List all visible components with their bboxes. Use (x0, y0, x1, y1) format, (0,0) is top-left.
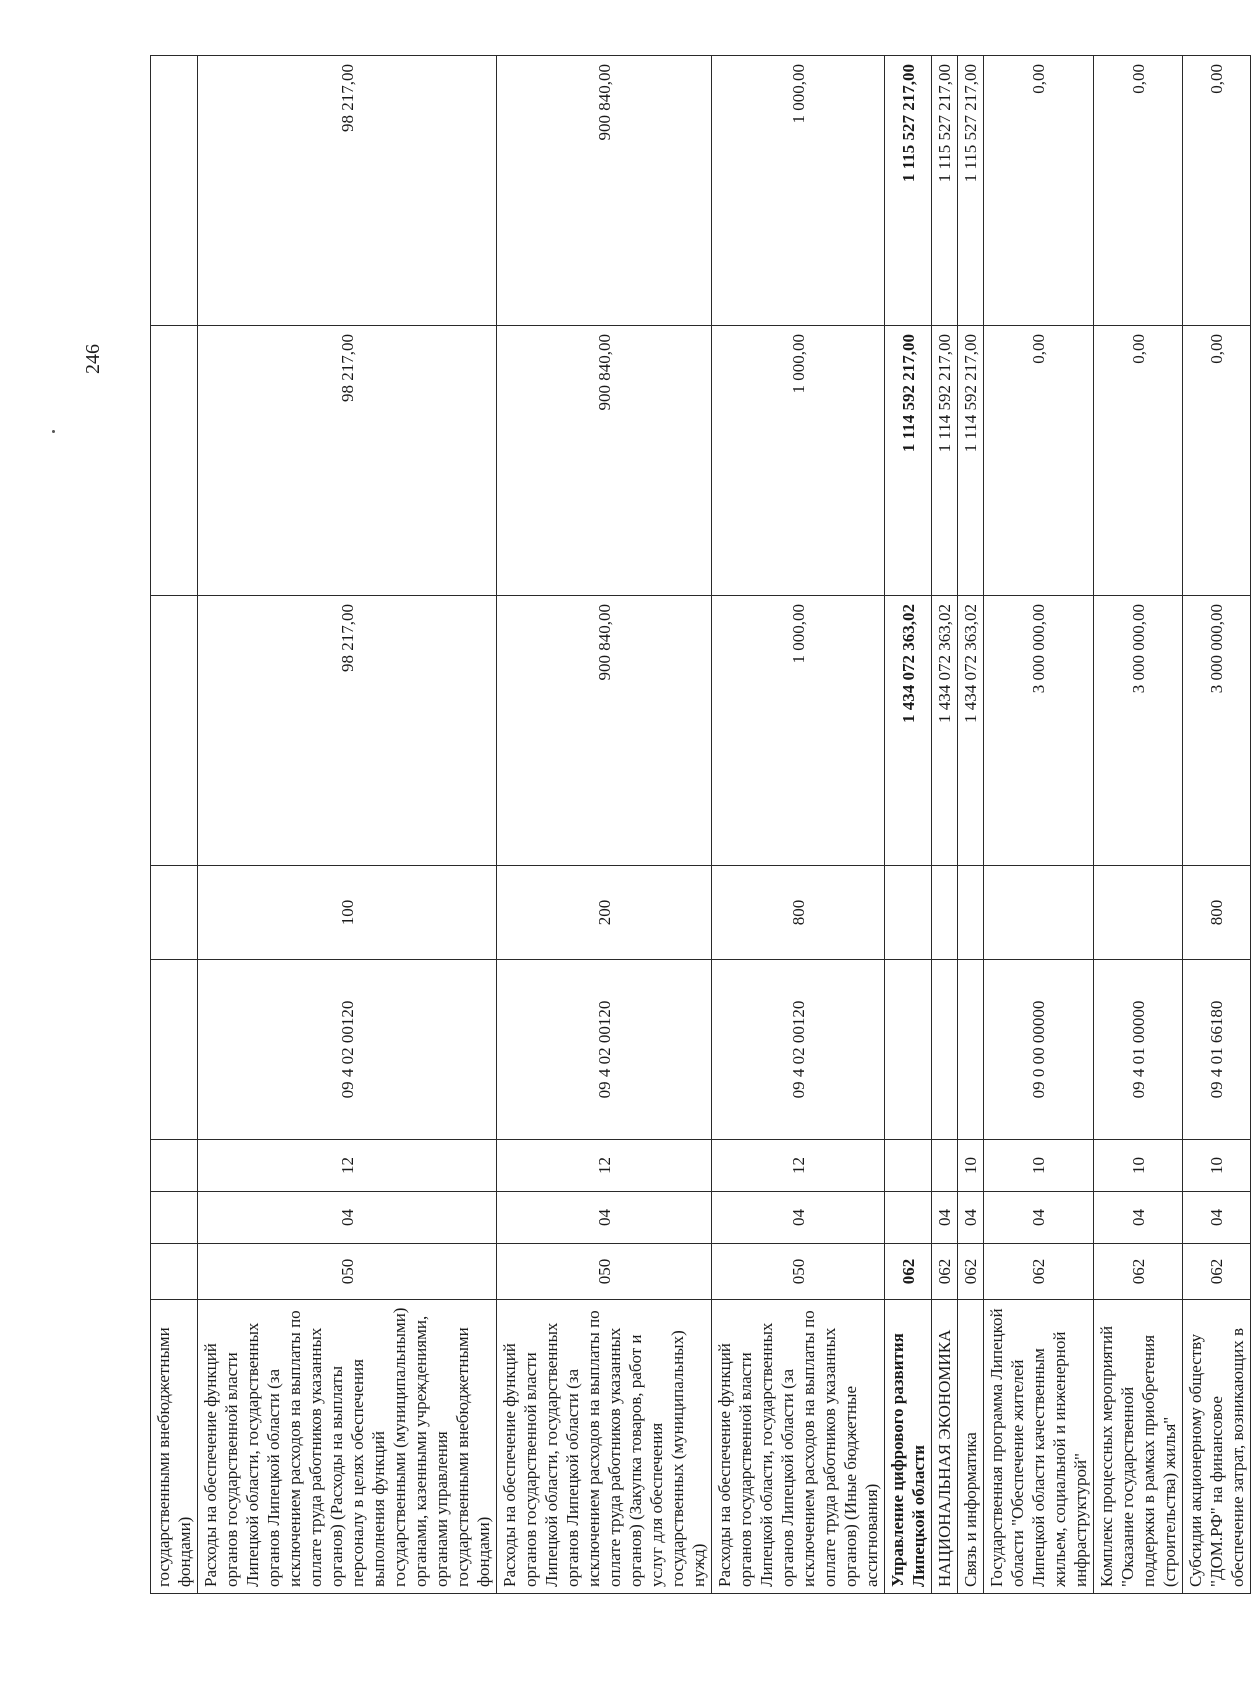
table-cell-expense-type (1094, 866, 1183, 960)
table-row (1094, 56, 1183, 1594)
table-cell-target-article (958, 960, 984, 1140)
table-cell-name: Расходы на обеспечение функций органов государственной власти Липецкой области, государственных органов Липецкой области (за исключением расходов на выплаты по оплате труда работников указанных органов) (Иные бюджетные ассигнования) (712, 1300, 885, 1594)
table-cell-target-article: 09 4 01 00000 (1094, 960, 1183, 1140)
table-cell-expense-type (932, 866, 958, 960)
table-cell-section: 04 (1094, 1192, 1183, 1244)
table-cell-grbs: 062 (1094, 1244, 1183, 1300)
table-cell-target-article: 09 4 02 00120 (497, 960, 712, 1140)
table-cell-expense-type (885, 866, 932, 960)
table-row (198, 56, 497, 1594)
table-cell-sum-year-3: 900 840,00 (497, 56, 712, 326)
table-row (151, 56, 198, 1594)
table-cell-sum-year-1: 1 434 072 363,02 (932, 596, 958, 866)
table-cell-target-article (151, 960, 198, 1140)
table-cell-sum-year-1: 3 000 000,00 (1183, 596, 1251, 866)
scan-speck (52, 430, 55, 433)
table-cell-name: Комплекс процессных мероприятий "Оказание государственной поддержки в рамках приобретения (строительства) жилья" (1094, 1300, 1183, 1594)
table-cell-subsection: 12 (712, 1140, 885, 1192)
table-cell-sum-year-2 (151, 326, 198, 596)
table-cell-grbs (151, 1244, 198, 1300)
table-cell-grbs: 062 (1183, 1244, 1251, 1300)
table-cell-expense-type (958, 866, 984, 960)
table-cell-name: Расходы на обеспечение функций органов государственной власти Липецкой области, государственных органов Липецкой области (за исключением расходов на выплаты по оплате труда работников указанных органов) (Расходы на выплаты персоналу в целях обеспечения выполнения функций государственными (муниципальными) органами, казенными учреждениями, органами управления государственными внебюджетными фондами) (198, 1300, 497, 1594)
table-cell-name: Расходы на обеспечение функций органов государственной власти Липецкой области, государственных органов Липецкой области (за исключением расходов на выплаты по оплате труда работников указанных органов) (Закупка товаров, работ и услуг для обеспечения государственных (муниципальных) нужд) (497, 1300, 712, 1594)
table-cell-subsection (885, 1140, 932, 1192)
table-cell-subsection: 10 (1183, 1140, 1251, 1192)
table-cell-sum-year-3: 1 000,00 (712, 56, 885, 326)
table-cell-subsection (932, 1140, 958, 1192)
table-cell-sum-year-2: 1 114 592 217,00 (932, 326, 958, 596)
table-cell-sum-year-1: 1 434 072 363,02 (958, 596, 984, 866)
page-number: 246 (82, 344, 104, 374)
table-cell-target-article: 09 4 02 00120 (198, 960, 497, 1140)
table-cell-subsection: 10 (1094, 1140, 1183, 1192)
table-cell-sum-year-3: 0,00 (984, 56, 1094, 326)
table-cell-subsection (151, 1140, 198, 1192)
table-row (1183, 56, 1251, 1594)
table-cell-sum-year-2: 0,00 (1183, 326, 1251, 596)
table-cell-grbs: 050 (198, 1244, 497, 1300)
table-cell-expense-type (984, 866, 1094, 960)
table-cell-sum-year-1 (151, 596, 198, 866)
table-cell-grbs: 050 (712, 1244, 885, 1300)
table-cell-sum-year-3 (151, 56, 198, 326)
table-body (151, 56, 1251, 1594)
table-cell-sum-year-2: 1 000,00 (712, 326, 885, 596)
table-row (932, 56, 958, 1594)
table-cell-sum-year-2: 1 114 592 217,00 (958, 326, 984, 596)
table-row (958, 56, 984, 1594)
table-cell-sum-year-1: 1 434 072 363,02 (885, 596, 932, 866)
budget-table (150, 55, 1251, 1594)
table-cell-grbs: 050 (497, 1244, 712, 1300)
table-cell-expense-type: 800 (712, 866, 885, 960)
table-cell-section (885, 1192, 932, 1244)
table-cell-sum-year-3: 1 115 527 217,00 (932, 56, 958, 326)
table-cell-sum-year-2: 0,00 (1094, 326, 1183, 596)
table-cell-name: НАЦИОНАЛЬНАЯ ЭКОНОМИКА (932, 1300, 958, 1594)
table-cell-sum-year-2: 1 114 592 217,00 (885, 326, 932, 596)
table-row (712, 56, 885, 1594)
table-cell-name: Субсидии акционерному обществу "ДОМ.РФ" на финансовое обеспечение затрат, возникающих в (1183, 1300, 1251, 1594)
table-row (984, 56, 1094, 1594)
table-cell-target-article (932, 960, 958, 1140)
table-cell-subsection: 10 (984, 1140, 1094, 1192)
table-cell-sum-year-3: 98 217,00 (198, 56, 497, 326)
table-cell-expense-type: 800 (1183, 866, 1251, 960)
table-cell-target-article: 09 4 01 66180 (1183, 960, 1251, 1140)
table-cell-sum-year-1: 98 217,00 (198, 596, 497, 866)
table-cell-sum-year-3: 0,00 (1183, 56, 1251, 326)
table-cell-sum-year-3: 1 115 527 217,00 (885, 56, 932, 326)
table-row (497, 56, 712, 1594)
table-cell-target-article (885, 960, 932, 1140)
table-cell-section: 04 (932, 1192, 958, 1244)
table-cell-sum-year-1: 900 840,00 (497, 596, 712, 866)
table-cell-section: 04 (497, 1192, 712, 1244)
table-cell-target-article: 09 4 02 00120 (712, 960, 885, 1140)
table-cell-sum-year-2: 900 840,00 (497, 326, 712, 596)
table-cell-section: 04 (984, 1192, 1094, 1244)
table-cell-section: 04 (1183, 1192, 1251, 1244)
table-cell-section (151, 1192, 198, 1244)
table-cell-name: Государственная программа Липецкой области "Обеспечение жителей Липецкой области качественным жильем, социальной и инженерной инфраструктурой" (984, 1300, 1094, 1594)
table-cell-name: Управление цифрового развития Липецкой области (885, 1300, 932, 1594)
table-cell-subsection: 12 (198, 1140, 497, 1192)
table-cell-sum-year-2: 0,00 (984, 326, 1094, 596)
table-cell-sum-year-1: 3 000 000,00 (1094, 596, 1183, 866)
table-row (885, 56, 932, 1594)
table-cell-subsection: 12 (497, 1140, 712, 1192)
table-cell-name: Связь и информатика (958, 1300, 984, 1594)
table-cell-section: 04 (712, 1192, 885, 1244)
table-cell-grbs: 062 (932, 1244, 958, 1300)
table-cell-grbs: 062 (958, 1244, 984, 1300)
table-cell-name: государственными внебюджетными фондами) (151, 1300, 198, 1594)
table-cell-grbs: 062 (885, 1244, 932, 1300)
table-cell-section: 04 (958, 1192, 984, 1244)
table-cell-sum-year-1: 3 000 000,00 (984, 596, 1094, 866)
table-cell-sum-year-1: 1 000,00 (712, 596, 885, 866)
table-cell-sum-year-3: 1 115 527 217,00 (958, 56, 984, 326)
table-cell-expense-type (151, 866, 198, 960)
table-cell-subsection: 10 (958, 1140, 984, 1192)
table-cell-section: 04 (198, 1192, 497, 1244)
table-cell-grbs: 062 (984, 1244, 1094, 1300)
table-cell-sum-year-3: 0,00 (1094, 56, 1183, 326)
table-cell-expense-type: 100 (198, 866, 497, 960)
table-cell-sum-year-2: 98 217,00 (198, 326, 497, 596)
rotated-content (82, 56, 1247, 1594)
table-cell-target-article: 09 0 00 00000 (984, 960, 1094, 1140)
table-cell-expense-type: 200 (497, 866, 712, 960)
